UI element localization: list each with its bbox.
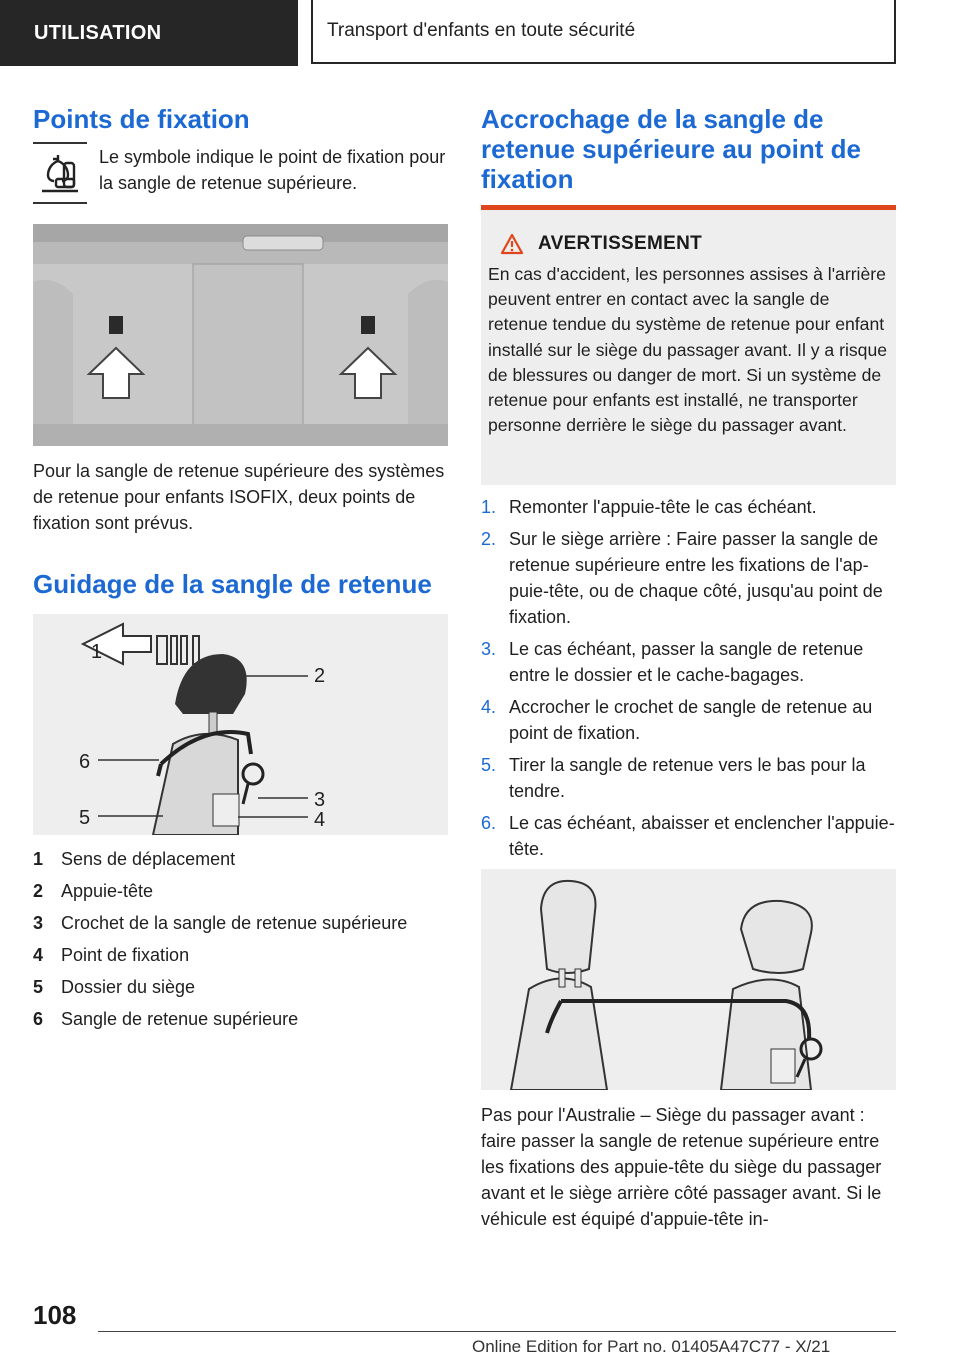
page-header bbox=[0, 0, 960, 66]
warning-title: AVERTISSEMENT bbox=[538, 233, 703, 254]
warning-triangle-icon bbox=[500, 233, 524, 255]
step-item: 5. Tirer la sangle de retenue vers le bas pour la tendre. bbox=[481, 755, 866, 801]
page-number: 108 bbox=[33, 1300, 77, 1330]
step-item: 4. Accrocher le crochet de sangle de retenue au point de fixation. bbox=[481, 697, 873, 743]
child-seat-anchor-icon bbox=[33, 142, 87, 204]
legend-item: 1 Sens de déplacement bbox=[33, 849, 236, 869]
step-item: 1. Remonter l'appuie-tête le cas échéant. bbox=[481, 497, 817, 517]
legend-item: 5 Dossier du siège bbox=[33, 977, 196, 997]
edition-note: Online Edition for Part no. 01405A47C77 - X/21 bbox=[472, 1337, 831, 1356]
figure-legend bbox=[33, 845, 448, 1037]
footer-divider bbox=[98, 1331, 896, 1332]
warning-text: En cas d'accident, les personnes assises à l'arrière peuvent entrer en contact avec la sangle de retenue tendue du système de retenue pour enfant installé sur le siège du passager avant. Il y a risque de blessures ou danger de mort. Si un système de retenue pour enfants est installé, ne transporter personne derrière le siège du passager avant. bbox=[488, 264, 888, 436]
figure-label-3: 3 bbox=[314, 789, 326, 811]
australia-text: Pas pour l'Australie – Siège du passager avant : faire passer la sangle de retenue supérieure entre les fixations des appuie-tête du siège du passager avant et le siège arrière côté passager avant. Si le véhicule est équipé d'appuie-tête in- bbox=[481, 1105, 882, 1229]
step-item: 3. Le cas échéant, passer la sangle de retenue entre le dossier et le cache-bagages. bbox=[481, 639, 864, 685]
isofix-text: Pour la sangle de retenue supérieure des systèmes de retenue pour enfants ISOFIX, deux points de fixation sont prévus. bbox=[33, 461, 445, 533]
heading-guidage: Guidage de la sangle de retenue bbox=[33, 569, 432, 599]
front-seat-strap-figure bbox=[481, 869, 896, 1090]
warning-box bbox=[481, 205, 896, 485]
figure-label-5: 5 bbox=[79, 807, 91, 829]
chapter-title: Transport d'enfants en toute sécurité bbox=[311, 0, 896, 64]
legend-item: 2 Appuie-tête bbox=[33, 881, 154, 901]
legend-item: 3 Crochet de la sangle de retenue supérieure bbox=[33, 913, 408, 933]
figure-label-4: 4 bbox=[314, 809, 326, 831]
figure-label-2: 2 bbox=[314, 665, 326, 687]
symbol-description: Le symbole indique le point de fixation pour la sangle de retenue supérieure. bbox=[99, 147, 446, 193]
heading-points-de-fixation: Points de fixation bbox=[33, 104, 250, 134]
section-tab: UTILISATION bbox=[0, 0, 298, 66]
figure-label-6: 6 bbox=[79, 751, 91, 773]
heading-accrochage: Accrochage de la sangle de retenue supérieure au point de fixation bbox=[481, 104, 861, 194]
figure-label-1: 1 bbox=[91, 641, 103, 663]
strap-routing-figure bbox=[33, 614, 448, 835]
instruction-steps bbox=[481, 494, 896, 868]
legend-item: 4 Point de fixation bbox=[33, 945, 190, 965]
step-item: 6. Le cas échéant, abaisser et enclencher l'appuie-tête. bbox=[481, 813, 895, 859]
warning-title-row bbox=[500, 230, 889, 258]
legend-item: 6 Sangle de retenue supérieure bbox=[33, 1009, 299, 1029]
isofix-anchor-photo bbox=[33, 224, 448, 446]
step-item: 2. Sur le siège arrière : Faire passer la sangle de retenue supérieure entre les fixations de l'appuie-tête, ou de chaque côté, jusqu'au point de fixation. bbox=[481, 529, 883, 627]
